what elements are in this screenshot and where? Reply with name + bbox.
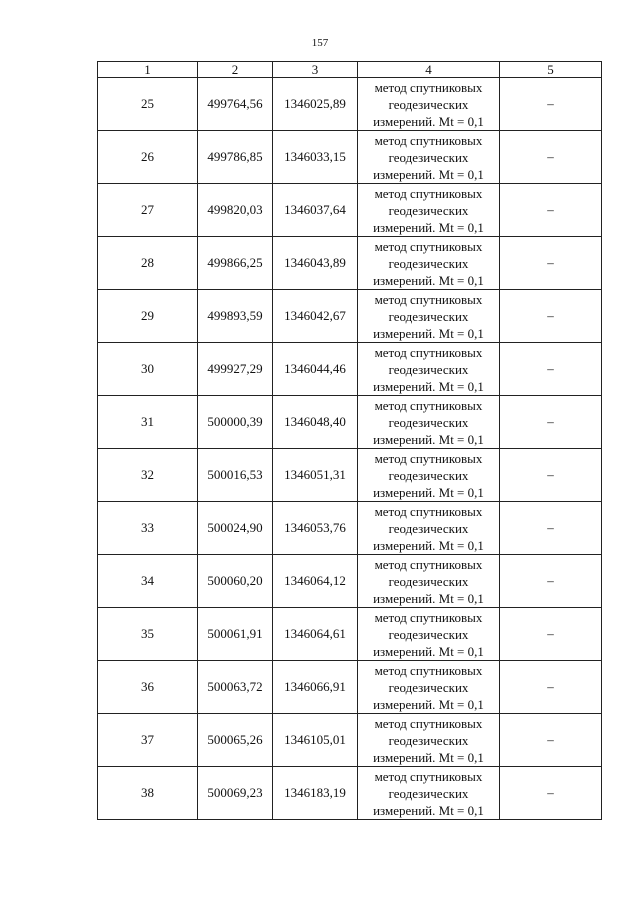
table-row (98, 396, 602, 449)
method-line: метод спутниковых (374, 79, 483, 95)
page-number: 157 (311, 37, 329, 49)
cell-y-coordinate: 1346051,31 (273, 449, 358, 502)
method-line: измерений. Mt = 0,1 (373, 537, 484, 553)
method-line: метод спутниковых (374, 662, 483, 678)
cell-method (358, 661, 500, 714)
cell-note: – (500, 555, 602, 608)
cell-y-coordinate: 1346048,40 (273, 396, 358, 449)
cell-x-coordinate: 500069,23 (198, 767, 273, 820)
cell-point-number: 28 (98, 237, 198, 290)
method-line: метод спутниковых (374, 503, 483, 519)
cell-point-number: 36 (98, 661, 198, 714)
cell-point-number: 33 (98, 502, 198, 555)
method-line: измерений. Mt = 0,1 (373, 113, 484, 129)
cell-method (358, 78, 500, 131)
cell-note: – (500, 767, 602, 820)
coordinates-table (97, 61, 602, 820)
method-line: измерений. Mt = 0,1 (373, 325, 484, 341)
table-row (98, 555, 602, 608)
method-line: метод спутниковых (374, 185, 483, 201)
cell-x-coordinate: 499764,56 (198, 78, 273, 131)
header-col-1: 1 (98, 62, 198, 78)
method-line: измерений. Mt = 0,1 (373, 166, 484, 182)
cell-note: – (500, 661, 602, 714)
cell-x-coordinate: 499786,85 (198, 131, 273, 184)
cell-y-coordinate: 1346033,15 (273, 131, 358, 184)
table-row (98, 767, 602, 820)
cell-y-coordinate: 1346053,76 (273, 502, 358, 555)
method-line: измерений. Mt = 0,1 (373, 696, 484, 712)
cell-point-number: 35 (98, 608, 198, 661)
method-line: измерений. Mt = 0,1 (373, 378, 484, 394)
method-line: геодезических (388, 149, 469, 165)
cell-x-coordinate: 500065,26 (198, 714, 273, 767)
method-line: геодезических (388, 573, 469, 589)
method-line: измерений. Mt = 0,1 (373, 590, 484, 606)
method-line: измерений. Mt = 0,1 (373, 431, 484, 447)
cell-y-coordinate: 1346066,91 (273, 661, 358, 714)
method-line: метод спутниковых (374, 397, 483, 413)
cell-method (358, 343, 500, 396)
method-line: метод спутниковых (374, 291, 483, 307)
cell-note: – (500, 449, 602, 502)
method-line: измерений. Mt = 0,1 (373, 802, 484, 818)
method-line: метод спутниковых (374, 715, 483, 731)
cell-method (358, 290, 500, 343)
method-line: метод спутниковых (374, 238, 483, 254)
method-line: измерений. Mt = 0,1 (373, 272, 484, 288)
cell-point-number: 26 (98, 131, 198, 184)
table-row (98, 343, 602, 396)
cell-x-coordinate: 500000,39 (198, 396, 273, 449)
method-line: измерений. Mt = 0,1 (373, 749, 484, 765)
cell-point-number: 31 (98, 396, 198, 449)
table-header-row (98, 62, 602, 78)
cell-y-coordinate: 1346105,01 (273, 714, 358, 767)
cell-point-number: 25 (98, 78, 198, 131)
method-line: геодезических (388, 732, 469, 748)
cell-note: – (500, 131, 602, 184)
cell-method (358, 396, 500, 449)
cell-method (358, 502, 500, 555)
method-line: геодезических (388, 785, 469, 801)
table-row (98, 502, 602, 555)
cell-method (358, 184, 500, 237)
cell-point-number: 32 (98, 449, 198, 502)
cell-x-coordinate: 500060,20 (198, 555, 273, 608)
method-line: геодезических (388, 255, 469, 271)
cell-y-coordinate: 1346025,89 (273, 78, 358, 131)
table-row (98, 608, 602, 661)
cell-method (358, 767, 500, 820)
cell-y-coordinate: 1346183,19 (273, 767, 358, 820)
cell-point-number: 27 (98, 184, 198, 237)
header-col-5: 5 (500, 62, 602, 78)
header-col-2: 2 (198, 62, 273, 78)
table-row (98, 449, 602, 502)
cell-note: – (500, 237, 602, 290)
cell-y-coordinate: 1346037,64 (273, 184, 358, 237)
cell-point-number: 29 (98, 290, 198, 343)
cell-x-coordinate: 499893,59 (198, 290, 273, 343)
table-row (98, 661, 602, 714)
method-line: метод спутниковых (374, 768, 483, 784)
cell-point-number: 37 (98, 714, 198, 767)
table-row (98, 78, 602, 131)
cell-note: – (500, 290, 602, 343)
method-line: измерений. Mt = 0,1 (373, 484, 484, 500)
cell-note: – (500, 502, 602, 555)
cell-point-number: 34 (98, 555, 198, 608)
cell-method (358, 608, 500, 661)
method-line: геодезических (388, 308, 469, 324)
method-line: геодезических (388, 520, 469, 536)
header-col-3: 3 (273, 62, 358, 78)
table-row (98, 290, 602, 343)
method-line: геодезических (388, 467, 469, 483)
cell-y-coordinate: 1346064,12 (273, 555, 358, 608)
cell-x-coordinate: 499820,03 (198, 184, 273, 237)
cell-x-coordinate: 499927,29 (198, 343, 273, 396)
method-line: метод спутниковых (374, 450, 483, 466)
cell-method (358, 714, 500, 767)
method-line: геодезических (388, 202, 469, 218)
cell-x-coordinate: 500024,90 (198, 502, 273, 555)
header-col-4: 4 (358, 62, 500, 78)
cell-method (358, 555, 500, 608)
method-line: геодезических (388, 626, 469, 642)
cell-x-coordinate: 500016,53 (198, 449, 273, 502)
cell-method (358, 237, 500, 290)
method-line: геодезических (388, 679, 469, 695)
method-line: геодезических (388, 414, 469, 430)
cell-note: – (500, 396, 602, 449)
table-row (98, 184, 602, 237)
cell-method (358, 131, 500, 184)
table-row (98, 131, 602, 184)
cell-point-number: 30 (98, 343, 198, 396)
table-body (98, 78, 602, 820)
method-line: метод спутниковых (374, 556, 483, 572)
method-line: метод спутниковых (374, 609, 483, 625)
method-line: измерений. Mt = 0,1 (373, 643, 484, 659)
cell-note: – (500, 608, 602, 661)
method-line: метод спутниковых (374, 132, 483, 148)
cell-note: – (500, 714, 602, 767)
table-row (98, 714, 602, 767)
method-line: метод спутниковых (374, 344, 483, 360)
cell-x-coordinate: 500063,72 (198, 661, 273, 714)
cell-note: – (500, 78, 602, 131)
cell-y-coordinate: 1346042,67 (273, 290, 358, 343)
cell-y-coordinate: 1346064,61 (273, 608, 358, 661)
method-line: геодезических (388, 361, 469, 377)
table-row (98, 237, 602, 290)
cell-point-number: 38 (98, 767, 198, 820)
cell-method (358, 449, 500, 502)
cell-note: – (500, 184, 602, 237)
method-line: геодезических (388, 96, 469, 112)
cell-x-coordinate: 500061,91 (198, 608, 273, 661)
cell-x-coordinate: 499866,25 (198, 237, 273, 290)
cell-note: – (500, 343, 602, 396)
cell-y-coordinate: 1346044,46 (273, 343, 358, 396)
cell-y-coordinate: 1346043,89 (273, 237, 358, 290)
method-line: измерений. Mt = 0,1 (373, 219, 484, 235)
